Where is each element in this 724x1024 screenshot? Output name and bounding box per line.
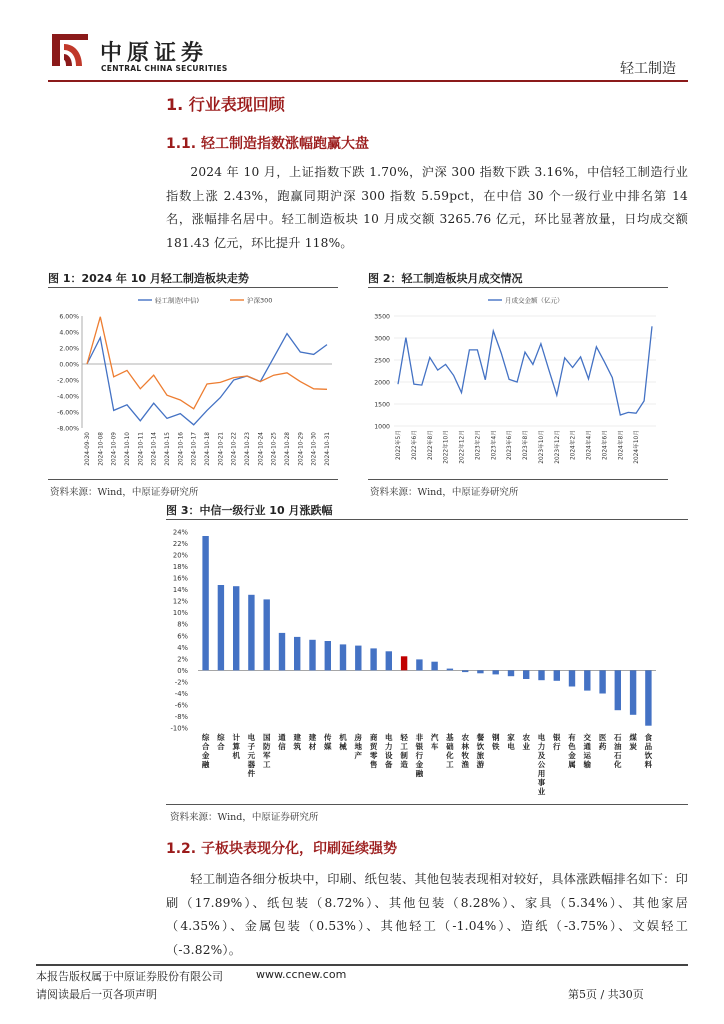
x-category-label-char: 工 <box>400 742 408 751</box>
series-line <box>87 334 327 425</box>
y-tick-label: 8% <box>177 620 188 629</box>
bar <box>386 651 392 670</box>
bar <box>309 640 315 671</box>
x-tick-label: 2024-10-16 <box>178 432 185 466</box>
logo-english-name: CENTRAL CHINA SECURITIES <box>101 64 228 73</box>
x-category-label-char: 零 <box>369 751 378 760</box>
bar <box>431 662 437 671</box>
x-tick-label: 2024-10-24 <box>258 432 265 466</box>
x-tick-label: 2022年6月 <box>411 430 418 461</box>
logo-chinese-name: 中原证券 <box>100 41 209 66</box>
x-category-label-char: 电 <box>247 733 256 742</box>
x-tick-label: 2023年4月 <box>491 430 498 461</box>
y-tick-label: 12% <box>172 597 188 606</box>
bar <box>477 670 483 673</box>
x-category-label-char: 煤 <box>629 733 637 742</box>
x-category-label-char: 食 <box>644 733 653 742</box>
y-tick-label: 3000 <box>374 335 390 343</box>
x-category-label-char: 铁 <box>491 742 500 751</box>
x-tick-label: 2024-09-30 <box>85 432 91 466</box>
x-category-label-char: 地 <box>354 742 363 751</box>
x-category-label-char: 钢 <box>491 733 500 742</box>
x-category-label-char: 信 <box>278 742 286 751</box>
subsection-2-paragraph: 轻工制造各细分板块中，印刷、纸包装、其他包装表现相对较好，具体涨跌幅排名如下：印刷（17.89%）、纸包装（8.72%）、其他包装（8.28%）、家具（5.34%）、其他家居（4.35%）、金属包装（0.53%）、其他轻工（-1.04%）、造纸（-3.75%）、文娱轻工（-3.82%）。 <box>166 872 688 957</box>
y-tick-label: 18% <box>172 563 188 572</box>
x-category-label-char: 非 <box>415 733 424 742</box>
x-tick-label: 2023年12月 <box>554 430 561 464</box>
figure-1-top-rule <box>48 287 338 288</box>
x-tick-label: 2022年5月 <box>396 430 402 461</box>
x-category-label-char: 制 <box>400 751 408 760</box>
x-tick-label: 2024-10-25 <box>271 432 278 466</box>
x-tick-label: 2023年6月 <box>507 430 514 461</box>
x-category-label-char: 农 <box>461 733 469 742</box>
x-category-label-char: 合 <box>217 742 225 751</box>
bar <box>462 670 468 672</box>
bar <box>615 670 621 710</box>
x-category-label-char: 料 <box>644 760 653 769</box>
y-tick-label: 2000 <box>374 379 390 387</box>
subsection-1-paragraph: 2024 年 10 月，上证指数下跌 1.70%，沪深 300 指数下跌 3.16%，中信轻工制造行业指数上涨 2.43%，跑赢同期沪深 300 指数 5.59pct，在中信 30 个一级行业中排名第 14 名，涨幅排名居中。轻工制造板块 10 月成交额 3265.76 亿元，环比显著放量，日均成交额 181.43 亿元，环比提升 118%。 <box>166 165 688 250</box>
x-category-label-char: 融 <box>415 769 424 778</box>
y-tick-label: -4.00% <box>57 393 79 401</box>
x-tick-label: 2024年10月 <box>634 430 641 464</box>
y-tick-label: 6.00% <box>59 313 79 321</box>
figure-3-title: 图 3：中信一级行业 10 月涨跌幅 <box>166 504 333 517</box>
x-category-label-char: 媒 <box>324 742 332 751</box>
x-tick-label: 2024年6月 <box>602 430 609 461</box>
header-divider <box>48 80 688 82</box>
bar <box>630 670 636 714</box>
legend-label: 沪深300 <box>247 296 273 305</box>
series-line <box>87 317 327 409</box>
y-tick-label: -2.00% <box>57 377 79 385</box>
bar <box>523 670 529 679</box>
legend-label: 月成交金额（亿元） <box>505 296 564 305</box>
figure-3-bottom-rule <box>166 804 688 805</box>
x-category-label-char: 医 <box>598 733 607 742</box>
x-category-label-char: 算 <box>232 742 240 751</box>
x-category-label-char: 银 <box>415 742 424 751</box>
x-category-label-char: 业 <box>537 787 546 796</box>
x-tick-label: 2024-10-14 <box>151 432 158 466</box>
figure-3-top-rule <box>166 519 688 520</box>
x-tick-label: 2024-10-29 <box>298 432 305 466</box>
y-tick-label: -10% <box>170 724 188 733</box>
industry-label: 轻工制造 <box>620 61 676 77</box>
x-category-label-char: 军 <box>262 751 271 760</box>
x-category-label-char: 元 <box>247 751 256 760</box>
figure-3-bar-chart <box>166 522 690 802</box>
y-tick-label: 4% <box>177 643 188 652</box>
x-category-label-char: 工 <box>446 760 454 769</box>
x-tick-label: 2023年10月 <box>538 430 545 464</box>
bar <box>447 669 453 671</box>
y-tick-label: 4.00% <box>59 329 79 337</box>
x-category-label-char: 林 <box>461 742 469 751</box>
bar <box>401 656 407 670</box>
y-tick-label: 10% <box>172 609 188 618</box>
x-category-label-char: 国 <box>262 733 271 742</box>
y-tick-label: -8.00% <box>57 425 79 433</box>
y-tick-label: -8% <box>174 712 188 721</box>
x-tick-label: 2022年12月 <box>459 430 466 464</box>
x-tick-label: 2024-10-09 <box>111 432 118 466</box>
x-category-label-char: 金 <box>415 760 424 769</box>
x-category-label-char: 运 <box>583 751 592 760</box>
x-category-label-char: 化 <box>446 751 454 760</box>
y-tick-label: -2% <box>174 678 188 687</box>
x-tick-label: 2024-10-18 <box>205 432 211 466</box>
figure-2-line-chart <box>366 290 670 478</box>
x-category-label-char: 石 <box>614 751 622 760</box>
bar <box>584 670 590 690</box>
y-tick-label: -6.00% <box>57 409 79 417</box>
x-category-label-char: 贸 <box>369 742 378 751</box>
x-tick-label: 2024-10-28 <box>285 432 291 466</box>
x-tick-label: 2024-10-31 <box>325 432 331 466</box>
x-category-label-char: 公 <box>537 760 546 769</box>
x-category-label-char: 牧 <box>461 751 469 760</box>
x-category-label-char: 轻 <box>400 733 408 742</box>
x-category-label-char: 电 <box>385 733 393 742</box>
figure-2-top-rule <box>368 287 668 288</box>
x-category-label-char: 饮 <box>476 742 485 751</box>
bar <box>279 633 285 671</box>
bar <box>538 670 544 680</box>
x-category-label-char: 车 <box>430 742 439 751</box>
figure-3-source: 资料来源：Wind，中原证券研究所 <box>170 812 319 823</box>
x-category-label-char: 游 <box>476 760 485 769</box>
x-category-label-char: 石 <box>614 733 622 742</box>
x-tick-label: 2024-10-30 <box>311 432 318 466</box>
footer-page-number: 第5页 / 共30页 <box>568 988 644 1001</box>
x-tick-label: 2024-10-11 <box>138 432 145 466</box>
bar <box>569 670 575 686</box>
legend-label: 轻工制造(中信) <box>155 296 200 305</box>
series-line <box>398 326 652 415</box>
y-tick-label: 6% <box>177 632 188 641</box>
y-tick-label: 2.00% <box>59 345 79 353</box>
bar <box>416 659 422 670</box>
x-category-label-char: 商 <box>369 733 378 742</box>
x-tick-label: 2024-10-17 <box>191 432 198 466</box>
x-category-label-char: 综 <box>201 733 210 742</box>
x-category-label-char: 传 <box>324 733 332 742</box>
figure-1-bottom-rule <box>48 479 338 480</box>
y-tick-label: 2% <box>177 655 188 664</box>
y-tick-label: 0.00% <box>59 361 79 369</box>
x-category-label-char: 汽 <box>430 733 439 742</box>
x-tick-label: 2023年8月 <box>523 430 529 461</box>
x-category-label-char: 房 <box>354 733 363 742</box>
footer-website-link[interactable]: www.ccnew.com <box>256 968 347 981</box>
subsection-2-title: 1.2. 子板块表现分化，印刷延续强势 <box>166 841 397 857</box>
x-category-label-char: 旅 <box>476 751 485 760</box>
figure-2-title: 图 2：轻工制造板块月成交情况 <box>368 272 523 285</box>
x-tick-label: 2022年10月 <box>443 430 450 464</box>
y-tick-label: 1000 <box>374 423 390 431</box>
x-category-label-char: 工 <box>262 760 271 769</box>
x-category-label-char: 输 <box>583 760 592 769</box>
x-category-label-char: 交 <box>583 733 592 742</box>
x-tick-label: 2022年8月 <box>427 430 434 461</box>
y-tick-label: 3500 <box>374 313 390 321</box>
x-category-label-char: 备 <box>385 760 393 769</box>
x-tick-label: 2023年2月 <box>475 430 482 461</box>
x-category-label-char: 械 <box>339 742 347 751</box>
x-category-label-char: 子 <box>247 742 256 751</box>
bar <box>599 670 605 693</box>
x-category-label-char: 色 <box>568 742 576 751</box>
x-category-label-char: 建 <box>293 733 301 742</box>
x-category-label-char: 力 <box>385 742 393 751</box>
x-tick-label: 2024-10-23 <box>245 432 251 466</box>
x-category-label-char: 渔 <box>461 760 469 769</box>
x-category-label-char: 金 <box>568 751 576 760</box>
x-tick-label: 2024-10-10 <box>125 432 131 466</box>
x-category-label-char: 有 <box>568 733 576 742</box>
x-category-label-char: 融 <box>201 760 210 769</box>
y-tick-label: 24% <box>172 528 188 537</box>
x-category-label-char: 行 <box>415 751 424 760</box>
x-tick-label: 2024年4月 <box>586 430 593 461</box>
footer-copyright: 本报告版权属于中原证券股份有限公司 <box>36 970 223 983</box>
x-tick-label: 2024年8月 <box>618 430 625 461</box>
x-tick-label: 2024年2月 <box>570 430 577 461</box>
x-category-label-char: 综 <box>217 733 225 742</box>
bar <box>294 637 300 670</box>
x-category-label-char: 品 <box>644 742 653 751</box>
section-title: 1. 行业表现回顾 <box>166 95 285 114</box>
x-category-label-char: 金 <box>201 751 210 760</box>
company-logo-icon <box>48 30 92 72</box>
bar <box>370 648 376 670</box>
subsection-1-title: 1.1. 轻工制造指数涨幅跑赢大盘 <box>166 136 369 152</box>
x-category-label-char: 计 <box>232 733 240 742</box>
x-category-label-char: 餐 <box>476 733 485 742</box>
figure-2-source: 资料来源：Wind，中原证券研究所 <box>370 487 519 498</box>
x-category-label-char: 机 <box>232 751 240 760</box>
y-tick-label: -6% <box>174 701 188 710</box>
x-tick-label: 2024-10-22 <box>231 432 238 466</box>
x-category-label-char: 电 <box>537 733 546 742</box>
footer-disclaimer: 请阅读最后一页各项声明 <box>36 988 157 1001</box>
bar <box>264 599 270 670</box>
x-category-label-char: 器 <box>247 760 256 769</box>
x-category-label-char: 筑 <box>293 742 301 751</box>
x-tick-label: 2024-10-08 <box>98 432 105 466</box>
y-tick-label: 14% <box>172 586 188 595</box>
x-category-label-char: 化 <box>614 760 622 769</box>
x-category-label-char: 事 <box>537 778 546 787</box>
y-tick-label: 2500 <box>374 357 390 365</box>
bar <box>645 670 651 725</box>
x-category-label-char: 油 <box>614 742 622 751</box>
x-category-label-char: 通 <box>278 733 286 742</box>
y-tick-label: -4% <box>174 689 188 698</box>
footer-divider <box>36 964 688 966</box>
x-category-label-char: 电 <box>507 742 515 751</box>
x-category-label-char: 材 <box>308 742 317 751</box>
figure-1-source: 资料来源：Wind，中原证券研究所 <box>50 487 199 498</box>
x-category-label-char: 设 <box>385 751 393 760</box>
y-tick-label: 1500 <box>374 401 390 409</box>
x-category-label-char: 产 <box>354 751 363 760</box>
x-category-label-char: 基 <box>446 733 454 742</box>
x-category-label-char: 力 <box>537 742 546 751</box>
bar <box>493 670 499 674</box>
x-category-label-char: 建 <box>308 733 317 742</box>
x-category-label-char: 属 <box>568 760 576 769</box>
y-tick-label: 22% <box>172 540 188 549</box>
y-tick-label: 20% <box>172 551 188 560</box>
bar <box>202 536 208 670</box>
x-category-label-char: 银 <box>553 733 561 742</box>
x-category-label-char: 通 <box>583 742 592 751</box>
x-tick-label: 2024-10-15 <box>165 432 171 466</box>
bar <box>340 644 346 670</box>
bar <box>233 586 239 670</box>
bar <box>248 595 254 671</box>
bar <box>554 670 560 680</box>
figure-1-title: 图 1：2024 年 10 月轻工制造板块走势 <box>48 272 249 285</box>
figure-1-line-chart <box>48 290 340 478</box>
x-category-label-char: 防 <box>262 742 271 751</box>
x-category-label-char: 件 <box>247 769 256 778</box>
bar <box>355 646 361 671</box>
x-category-label-char: 造 <box>400 760 408 769</box>
bar <box>218 585 224 670</box>
x-category-label-char: 业 <box>522 742 530 751</box>
y-tick-label: 0% <box>177 666 188 675</box>
x-category-label-char: 合 <box>201 742 210 751</box>
x-category-label-char: 础 <box>446 742 454 751</box>
x-category-label-char: 农 <box>522 733 530 742</box>
x-category-label-char: 机 <box>339 733 347 742</box>
x-category-label-char: 药 <box>598 742 607 751</box>
y-tick-label: 16% <box>172 574 188 583</box>
x-category-label-char: 饮 <box>644 751 653 760</box>
x-category-label-char: 用 <box>537 769 546 778</box>
x-category-label-char: 家 <box>507 733 515 742</box>
x-category-label-char: 及 <box>537 751 546 760</box>
x-category-label-char: 行 <box>553 742 561 751</box>
bar <box>508 670 514 676</box>
x-tick-label: 2024-10-21 <box>218 432 225 466</box>
x-category-label-char: 售 <box>369 760 378 769</box>
x-category-label-char: 炭 <box>629 742 637 751</box>
bar <box>325 641 331 670</box>
figure-2-bottom-rule <box>368 479 668 480</box>
